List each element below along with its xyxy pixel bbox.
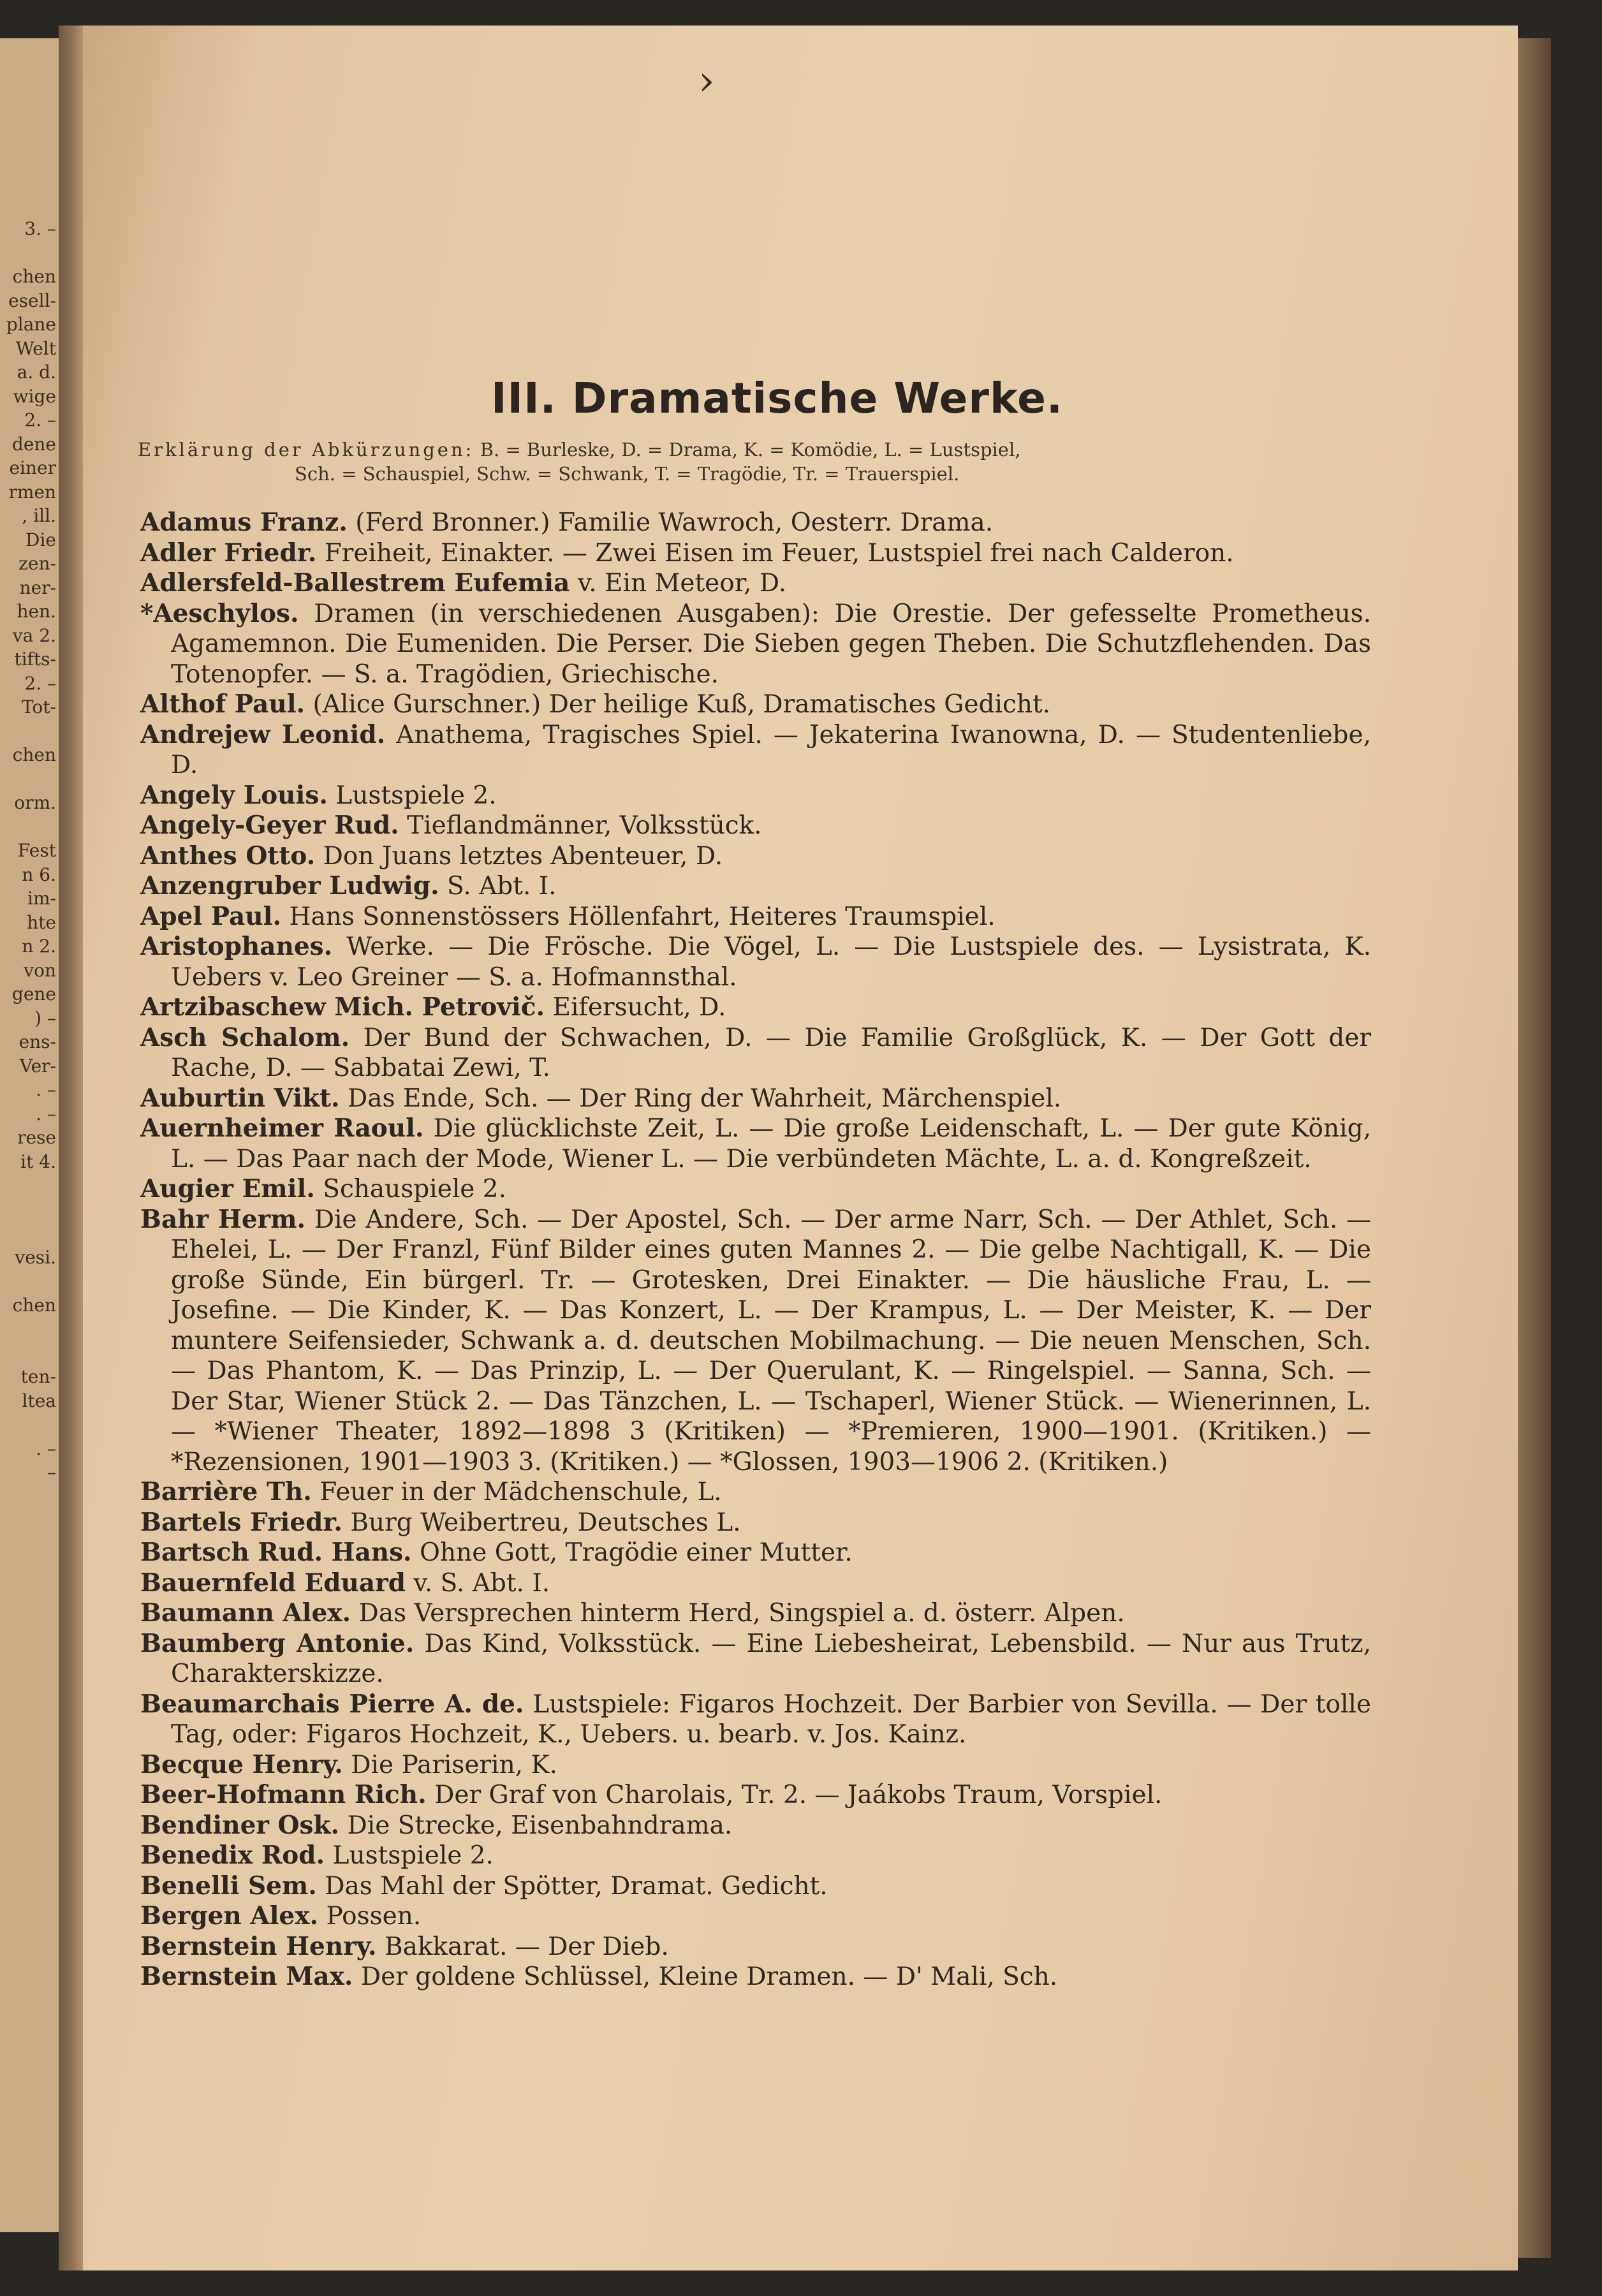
author-name: Bartsch Rud. Hans. (140, 1538, 412, 1567)
work-titles: (Ferd Bronner.) Familie Wawroch, Oesterr. Drama. (355, 508, 994, 537)
author-name: Auernheimer Raoul. (140, 1114, 424, 1143)
facing-page-fragment: gene (11, 983, 56, 1004)
legend-label: Erklärung der Abkürzungen: (138, 439, 474, 460)
work-titles: (Alice Gurschner.) Der heilige Kuß, Dramatisches Gedicht. (312, 690, 1051, 719)
list-item (140, 1871, 1371, 1902)
author-name: Baumann Alex. (140, 1598, 351, 1628)
author-name: Benedix Rod. (140, 1841, 325, 1870)
list-item (140, 1477, 1371, 1508)
list-item (140, 1174, 1371, 1205)
author-name: Adler Friedr. (140, 538, 317, 568)
facing-page-fragment (0, 1174, 59, 1198)
facing-page-fragment: it 4. (20, 1151, 56, 1172)
list-item (140, 1538, 1371, 1568)
list-item (140, 841, 1371, 872)
legend-line-2: Sch. = Schauspiel, Schw. = Schwank, T. = Tragödie, Tr. = Trauerspiel. (295, 463, 960, 485)
list-item (140, 720, 1371, 781)
facing-page-fragment: einer (9, 457, 56, 478)
facing-page-fragment: Die (26, 529, 56, 550)
author-name: Augier Emil. (140, 1174, 315, 1203)
facing-page-fragment (0, 1413, 59, 1437)
list-item (140, 1205, 1371, 1478)
list-item (140, 1780, 1371, 1811)
work-titles: Das Kind, Volksstück. — Eine Liebesheirat, Lebensbild. — Nur aus Trutz, Charakterskizze. (171, 1629, 1371, 1688)
work-titles: Die Andere, Sch. — Der Apostel, Sch. — Der arme Narr, Sch. — Der Athlet, Sch. — Ehelei, L. — Der Franzl, Fünf Bilder eines guten Mannes 2. — Die gelbe Nachtigall, K. — Die große Sünde, Ein bürgerl. Tr. — Grotesken, Drei Einakter. — Die häusliche Frau, L. — Josefine. — Die Kinder, K. — Das Konzert, L. — Der Krampus, L. — Der Meister, K. — Der muntere Seifensieder, Schwank a. d. deutschen Mobilmachung. — Die neuen Menschen, Sch. — Das Phantom, K. — Das Prinzip, L. — Der Querulant, K. — Ringelspiel. — Sanna, Sch. — Der Star, Wiener Stück 2. — Das Tänzchen, L. — Tschaperl, Wiener Stück. — Wienerinnen, L. — *Wiener Theater, 1892—1898 3 (Kritiken) — *Premieren, 1900—1901. (Kritiken.) — *Rezensionen, 1901—1903 3. (Kritiken.) — *Glossen, 1903—1906 2. (Kritiken.) (171, 1205, 1371, 1476)
work-titles: Das Versprechen hinterm Herd, Singspiel a. d. österr. Alpen. (358, 1599, 1125, 1628)
work-titles: Hans Sonnenstössers Höllenfahrt, Heiteres Traumspiel. (289, 902, 996, 931)
facing-page-fragment: Ver- (19, 1055, 56, 1077)
page-mark: › (698, 57, 715, 105)
author-name: Bernstein Henry. (140, 1931, 377, 1961)
work-titles: v. S. Abt. I. (413, 1568, 550, 1598)
facing-page-fragment: plane (6, 314, 56, 335)
facing-page-fragment: chen (12, 1294, 56, 1316)
author-name: Bartels Friedr. (140, 1507, 342, 1537)
list-item (140, 1841, 1371, 1871)
list-item (140, 1811, 1371, 1841)
list-item (140, 871, 1371, 902)
facing-page-fragment: im- (27, 888, 56, 909)
facing-page-fragment: a. d. (17, 362, 56, 383)
work-titles: Tieflandmänner, Volksstück. (407, 811, 762, 840)
facing-page-fragment: ens- (18, 1031, 56, 1052)
work-titles: Das Ende, Sch. — Der Ring der Wahrheit, Märchenspiel. (347, 1084, 1062, 1113)
work-titles: Der Bund der Schwachen, D. — Die Familie Großglück, K. — Der Gott der Rache, D. — Sabbatai Zewi, T. (171, 1023, 1371, 1082)
author-name: *Aeschylos. (140, 598, 299, 628)
list-item (140, 1689, 1371, 1750)
work-titles: Don Juans letztes Abenteuer, D. (323, 841, 723, 871)
facing-page-fragment: . – (36, 1103, 56, 1124)
page-edge (1518, 38, 1551, 2258)
work-titles: Werke. — Die Frösche. Die Vögel, L. — Die Lustspiele des. — Lysistrata, K. Uebers v. Leo Greiner — S. a. Hofmannsthal. (171, 932, 1371, 992)
author-name: Aristophanes. (140, 932, 333, 961)
facing-page-fragment: vesi. (15, 1246, 56, 1268)
author-name: Beaumarchais Pierre A. de. (140, 1689, 524, 1719)
facing-page-fragment (0, 1269, 59, 1293)
facing-page-fragment: hen. (17, 601, 56, 622)
author-name: Auburtin Vikt. (140, 1083, 340, 1113)
list-item (140, 1114, 1371, 1174)
work-titles: Lustspiele 2. (335, 781, 497, 810)
work-titles: Die Pariserin, K. (351, 1750, 558, 1779)
author-name: Althof Paul. (140, 689, 305, 719)
facing-page-fragment (0, 1221, 59, 1246)
facing-page-fragment: . – (36, 1079, 56, 1100)
facing-page-fragment (0, 241, 59, 265)
work-titles: Dramen (in verschiedenen Ausgaben): Die Orestie. Der gefesselte Prometheus. Agamemnon. Die Eumeniden. Die Perser. Die Sieben gegen Theben. Die Schutzflehenden. Das Totenopfer. — S. a. Tragödien, Griechische. (171, 599, 1371, 689)
work-titles: Die Strecke, Eisenbahndrama. (347, 1811, 733, 1840)
facing-page-fragment: 2. – (24, 672, 56, 694)
work-titles: Eifersucht, D. (552, 993, 726, 1022)
list-item (140, 538, 1371, 569)
author-name: Angely Louis. (140, 780, 328, 810)
facing-page-fragment: orm. (14, 792, 56, 813)
facing-page-fragment: dene (11, 433, 56, 455)
author-name: Beer-Hofmann Rich. (140, 1780, 427, 1809)
work-titles: Possen. (326, 1902, 422, 1931)
facing-page-fragment (0, 815, 59, 839)
author-name: Adlersfeld-Ballestrem Eufemia (140, 568, 570, 598)
list-item (140, 1508, 1371, 1538)
author-name: Anzengruber Ludwig. (140, 871, 439, 901)
list-item (140, 1962, 1371, 1992)
list-item (140, 1598, 1371, 1629)
facing-page-fragment: ner- (19, 577, 56, 598)
entry-list (140, 508, 1371, 1992)
facing-page-fragment: zen- (18, 553, 56, 574)
work-titles: Lustspiele: Figaros Hochzeit. Der Barbier von Sevilla. — Der tolle Tag, oder: Figaros Hochzeit, K., Uebers. u. bearb. v. Jos. Kainz. (171, 1689, 1371, 1749)
work-titles: Lustspiele 2. (332, 1841, 494, 1870)
legend-line-1: B. = Burleske, D. = Drama, K. = Komödie, L. = Lustspiel, (480, 439, 1021, 460)
facing-page-fragment: esell- (8, 290, 56, 311)
facing-page-fragment: hte (27, 911, 56, 933)
facing-page-fragment (0, 1198, 59, 1222)
facing-page-fragment: n 6. (22, 864, 56, 885)
author-name: Angely-Geyer Rud. (140, 811, 399, 840)
author-name: Bahr Herm. (140, 1204, 306, 1234)
facing-page-fragment: von (24, 959, 56, 981)
facing-page-fragment: n 2. (22, 936, 56, 957)
work-titles: Ohne Gott, Tragödie einer Mutter. (420, 1538, 853, 1567)
work-titles: Die glücklichste Zeit, L. — Die große Leidenschaft, L. — Der gute König, L. — Das Paar nach der Mode, Wiener L. — Die verbündeten Mächte, L. a. d. Kongreßzeit. (171, 1114, 1371, 1174)
facing-page-fragment: Fest (17, 840, 56, 861)
list-item (140, 811, 1371, 841)
author-name: Adamus Franz. (140, 508, 348, 537)
work-titles: S. Abt. I. (447, 872, 557, 901)
author-name: Becque Henry. (140, 1749, 343, 1779)
facing-page-fragment: ten- (20, 1366, 56, 1387)
work-titles: Anathema, Tragisches Spiel. — Jekaterina Iwanowna, D. — Studentenliebe, D. (171, 720, 1372, 779)
author-name: Bendiner Osk. (140, 1810, 340, 1840)
work-titles: Der goldene Schlüssel, Kleine Dramen. — D' Mali, Sch. (360, 1962, 1058, 1991)
section-title: III. Dramatische Werke. (491, 374, 1063, 423)
list-item (140, 599, 1371, 690)
facing-page-fragment: ltea (22, 1390, 56, 1411)
facing-page-fragment (0, 1317, 59, 1341)
list-item (140, 1084, 1371, 1114)
author-name: Apel Paul. (140, 901, 282, 931)
author-name: Barrière Th. (140, 1477, 312, 1506)
work-titles: Freiheit, Einakter. — Zwei Eisen im Feuer, Lustspiel frei nach Calderon. (324, 538, 1234, 568)
facing-page-fragment: wige (13, 385, 56, 407)
author-name: Andrejew Leonid. (140, 719, 386, 749)
facing-page-fragment: rmen (8, 481, 56, 503)
facing-page-fragment: Welt (15, 337, 56, 359)
facing-page-fragment: . – (36, 1438, 56, 1459)
facing-page-fragment: – (47, 1462, 56, 1483)
list-item (140, 1629, 1371, 1689)
list-item (140, 1568, 1371, 1599)
abbreviation-legend (138, 438, 1375, 486)
list-item (140, 1750, 1371, 1781)
facing-page-text (0, 217, 59, 1485)
list-item (140, 781, 1371, 811)
facing-page-fragment: tifts- (14, 649, 56, 670)
facing-page-fragment: va 2. (12, 624, 56, 646)
author-name: Artzibaschew Mich. Petrovič. (140, 992, 545, 1022)
author-name: Benelli Sem. (140, 1871, 317, 1901)
facing-page-fragment (0, 719, 59, 744)
list-item (140, 992, 1371, 1023)
facing-page-fragment: Tot- (21, 696, 56, 718)
work-titles: Bakkarat. — Der Dieb. (384, 1932, 669, 1961)
facing-page-fragment (0, 767, 59, 791)
list-item (140, 689, 1371, 720)
author-name: Baumberg Antonie. (140, 1628, 415, 1658)
author-name: Bernstein Max. (140, 1962, 353, 1991)
author-name: Bergen Alex. (140, 1901, 319, 1931)
book-gutter (59, 26, 83, 2270)
work-titles: Der Graf von Charolais, Tr. 2. — Jaákobs Traum, Vorspiel. (434, 1781, 1163, 1809)
list-item (140, 568, 1371, 599)
work-titles: Das Mahl der Spötter, Dramat. Gedicht. (325, 1871, 828, 1901)
facing-page-fragment: rese (17, 1127, 56, 1148)
facing-page-fragment: 2. – (24, 409, 56, 430)
work-titles: Feuer in der Mädchenschule, L. (320, 1478, 722, 1506)
facing-page-fragment: 3. – (24, 218, 56, 239)
facing-page-fragment: chen (12, 744, 56, 765)
list-item (140, 1901, 1371, 1932)
list-item (140, 1023, 1371, 1084)
list-item (140, 932, 1371, 992)
facing-page-fragment: ) – (34, 1007, 56, 1029)
list-item (140, 902, 1371, 932)
author-name: Anthes Otto. (140, 841, 316, 871)
list-item (140, 508, 1371, 538)
work-titles: v. Ein Meteor, D. (577, 569, 787, 598)
facing-page-fragment (0, 1341, 59, 1365)
facing-page-fragment: , ill. (22, 505, 56, 526)
list-item (140, 1932, 1371, 1962)
work-titles: Burg Weibertreu, Deutsches L. (350, 1508, 741, 1537)
author-name: Bauernfeld Eduard (140, 1568, 406, 1598)
facing-page-fragment: chen (12, 266, 56, 287)
work-titles: Schauspiele 2. (323, 1175, 506, 1203)
author-name: Asch Schalom. (140, 1022, 350, 1052)
